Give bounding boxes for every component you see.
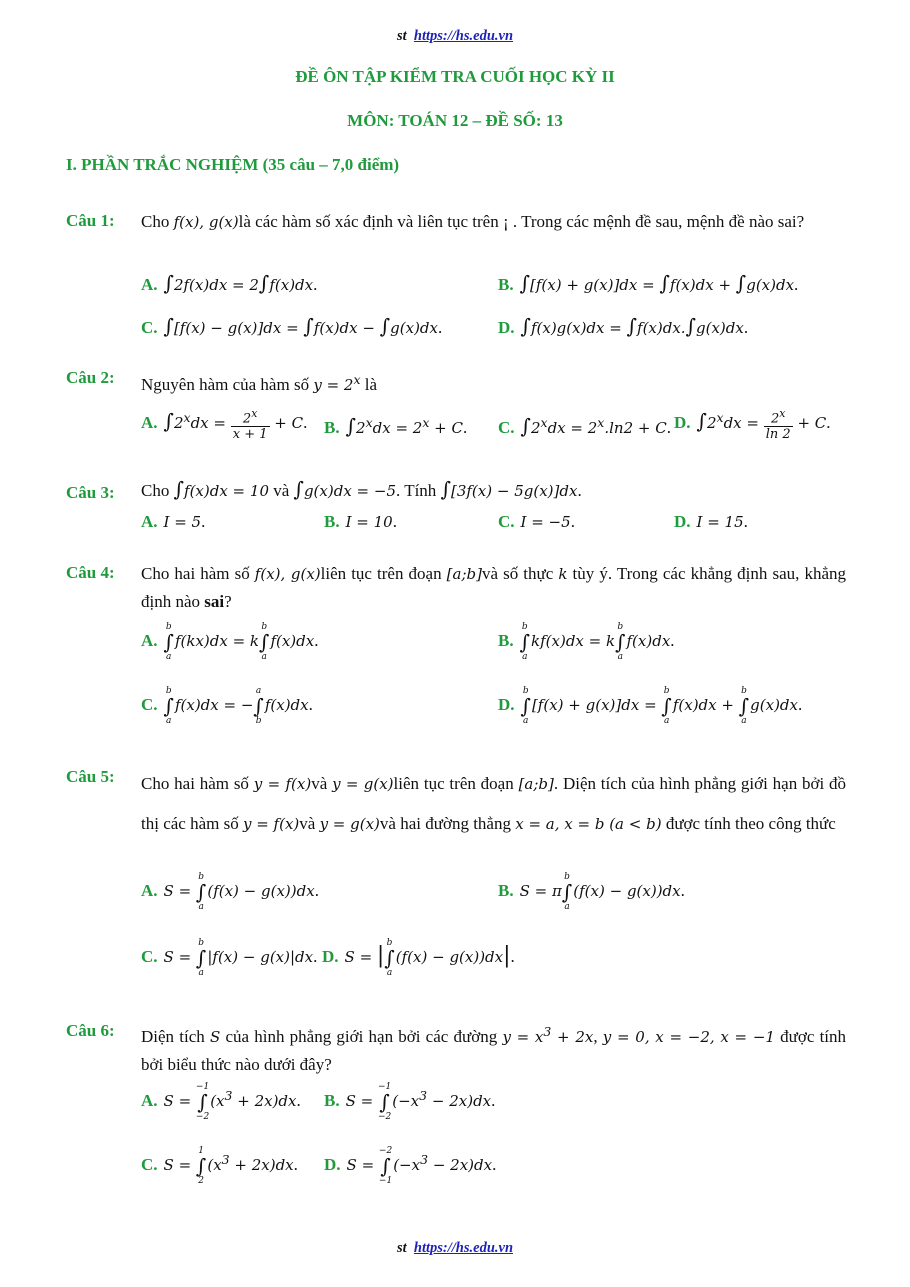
option-a[interactable]: A. $\int 2^xdx$ = $\frac{2^x}{x + 1}$ + C.: [141, 407, 308, 443]
question-text: Cho hai hàm số f(x), g(x)liên tục trên đoạn [a;b]và số thực k tùy ý. Trong các khẳng định sau, khẳng định nào sai?: [141, 564, 847, 611]
option-c[interactable]: C.b ∫ af(x)dx = −a ∫ bf(x)dx.: [141, 686, 313, 726]
math-expression: ∫f(x)g(x)dx = ∫f(x)dx.∫g(x)dx: [520, 314, 744, 338]
option-b[interactable]: B.b ∫ akf(x)dx = kb ∫ af(x)dx.: [498, 622, 675, 662]
option-a[interactable]: A. ∫2f(x)dx = 2∫f(x)dx.: [141, 271, 318, 295]
question-text: Nguyên hàm của hàm số $y = 2^x$ là: [141, 372, 378, 394]
math-expression: ∫[3f(x) − 5g(x)]dx: [440, 477, 578, 501]
math-expression: [a;b]: [446, 565, 482, 583]
question-number: Câu 6:: [66, 1021, 115, 1040]
option-c[interactable]: C. $\int 2^xdx = 2^x.\ln 2 + C$.: [498, 414, 671, 438]
question-text: Cho ∫f(x)dx = 10 và ∫g(x)dx = −5. Tính ∫[3f(x) − 5g(x)]dx.: [141, 477, 582, 501]
math-expression: y = f(x): [242, 815, 300, 833]
option-b[interactable]: B. $\int 2^xdx = 2^x + C$.: [324, 414, 468, 438]
math-expression: b ∫ akf(x)dx = kb ∫ af(x)dx: [519, 622, 671, 662]
footer-link[interactable]: https://hs.edu.vn: [413, 1240, 514, 1256]
math-expression: $\int 2^xdx$ = $\frac{2^x}{x + 1}$ + C: [163, 407, 304, 443]
math-expression: ∫f(x)dx = 10: [173, 477, 269, 501]
math-expression: y = g(x): [332, 775, 394, 793]
option-a[interactable]: A. I = 5.: [141, 512, 206, 531]
math-expression: b ∫ a[f(x) + g(x)]dx = b ∫ af(x)dx + b ∫ ag(x)dx: [520, 686, 798, 726]
option-d[interactable]: D. ∫f(x)g(x)dx = ∫f(x)dx.∫g(x)dx.: [498, 314, 749, 338]
math-expression: S = −1 ∫ $-2(x^3 + 2x)dx$: [163, 1082, 297, 1122]
question-number: Câu 2:: [66, 368, 115, 387]
math-expression: I = 15: [696, 513, 744, 531]
option-a[interactable]: A.b ∫ af(kx)dx = kb ∫ af(x)dx.: [141, 622, 319, 662]
option-d[interactable]: D. $\int 2^xdx$ = $\frac{2^x}{\ln 2}$ + C.: [674, 407, 831, 443]
math-expression: $y = 2^x$: [313, 372, 361, 394]
option-c[interactable]: C. S = b ∫ a|f(x) − g(x)|dx.: [141, 938, 318, 978]
math-expression: y = f(x): [253, 775, 312, 793]
math-expression: k: [558, 565, 568, 583]
math-expression: f(x), g(x): [254, 565, 321, 583]
math-expression: S: [209, 1028, 221, 1046]
option-b[interactable]: B. S = −1 ∫ $-2(-x^3 - 2x)dx$.: [324, 1082, 496, 1122]
math-expression: ∫g(x)dx = −5: [293, 477, 396, 501]
math-expression: b ∫ af(kx)dx = kb ∫ af(x)dx: [163, 622, 315, 662]
math-expression: f(x), g(x): [173, 213, 239, 231]
math-expression: S = −1 ∫ $-2(-x^3 - 2x)dx$: [345, 1082, 492, 1122]
option-c[interactable]: C. S = 1 ∫ $2(x^3 + 2x)dx$.: [141, 1146, 298, 1186]
math-expression: ∫[f(x) − g(x)]dx = ∫f(x)dx − ∫g(x)dx: [163, 314, 438, 338]
question-text: Cho f(x), g(x)là các hàm số xác định và liên tục trên ¡ . Trong các mệnh đề sau, mệnh đề nào sai?: [141, 212, 805, 231]
math-expression: ∫2f(x)dx = 2∫f(x)dx: [163, 271, 314, 295]
math-expression: S = b ∫ a|f(x) − g(x)|dx: [163, 938, 314, 978]
math-expression: S = 1 ∫ $2(x^3 + 2x)dx$: [163, 1146, 294, 1186]
page-footer: [0, 1240, 910, 1257]
math-expression: I = 10: [345, 513, 393, 531]
math-expression: y = g(x): [319, 815, 380, 833]
math-expression: [a;b]: [518, 775, 554, 793]
question-number: Câu 3:: [66, 483, 115, 502]
math-expression: $\int 2^xdx$ = $\frac{2^x}{\ln 2}$ + C: [696, 407, 827, 443]
math-expression: y = 0, x = −2, x = −1: [602, 1028, 775, 1046]
footer-prefix: st: [396, 1240, 407, 1256]
math-expression: S = −2 ∫ $-1(-x^3 - 2x)dx$: [346, 1146, 493, 1186]
section-heading: I. PHẦN TRẮC NGHIỆM (35 câu – 7,0 điểm): [66, 155, 400, 174]
question-text: Diện tích S của hình phẳng giới hạn bởi các đường $y = x^3 + 2x$, y = 0, x = −2, x = −1 được tính bởi biểu thức nào dưới đây?: [141, 1024, 847, 1074]
math-expression: I = −5: [520, 513, 571, 531]
math-expression: $y = x^3 + 2x$: [502, 1024, 594, 1046]
option-a[interactable]: A. S = −1 ∫ $-2(x^3 + 2x)dx$.: [141, 1082, 301, 1122]
option-d[interactable]: D.b ∫ a[f(x) + g(x)]dx = b ∫ af(x)dx + b ∫ ag(x)dx.: [498, 686, 803, 726]
math-expression: $\int 2^xdx = 2^x.\ln 2 + C$: [520, 414, 667, 438]
header-prefix: st: [396, 28, 407, 44]
math-expression: b ∫ af(x)dx = −a ∫ bf(x)dx: [163, 686, 309, 726]
question-number: Câu 1:: [66, 211, 115, 230]
question-text: Cho hai hàm số y = f(x)và y = g(x)liên tục trên đoạn [a;b]. Diện tích của hình phẳng giới hạn bởi đồ thị các hàm số y = f(x)và y = g(x)và hai đường thẳng x = a, x = b (a < b) được tính theo công thức: [141, 774, 847, 833]
option-a[interactable]: A. S = b ∫ a(f(x) − g(x))dx.: [141, 872, 319, 912]
option-d[interactable]: D. S = −2 ∫ $-1(-x^3 - 2x)dx$.: [324, 1146, 497, 1186]
exam-title: ĐỀ ÔN TẬP KIỂM TRA CUỐI HỌC KỲ II: [295, 67, 615, 86]
option-d[interactable]: D. I = 15.: [674, 512, 748, 531]
math-expression: S = b ∫ a(f(x) − g(x))dx: [163, 872, 315, 912]
question-number: Câu 5:: [66, 767, 115, 786]
exam-subtitle: MÔN: TOÁN 12 – ĐỀ SỐ: 13: [347, 111, 563, 130]
option-c[interactable]: C. I = −5.: [498, 512, 575, 531]
math-expression: S = πb ∫ a(f(x) − g(x))dx: [519, 872, 681, 912]
option-c[interactable]: C. ∫[f(x) − g(x)]dx = ∫f(x)dx − ∫g(x)dx.: [141, 314, 443, 338]
option-b[interactable]: B. S = πb ∫ a(f(x) − g(x))dx.: [498, 872, 685, 912]
option-d[interactable]: D. S = | b ∫ a(f(x) − g(x))dx|.: [322, 938, 515, 978]
option-b[interactable]: B. ∫[f(x) + g(x)]dx = ∫f(x)dx + ∫g(x)dx.: [498, 271, 799, 295]
math-expression: $\int 2^xdx = 2^x + C$: [345, 414, 463, 438]
math-expression: x = a, x = b (a < b): [515, 815, 662, 833]
question-number: Câu 4:: [66, 563, 115, 582]
option-b[interactable]: B. I = 10.: [324, 512, 397, 531]
math-expression: ∫[f(x) + g(x)]dx = ∫f(x)dx + ∫g(x)dx: [519, 271, 795, 295]
math-expression: I = 5: [163, 513, 202, 531]
math-expression: S = | b ∫ a(f(x) − g(x))dx|: [344, 938, 511, 978]
header-link[interactable]: https://hs.edu.vn: [413, 28, 514, 44]
page-header: [0, 28, 910, 45]
